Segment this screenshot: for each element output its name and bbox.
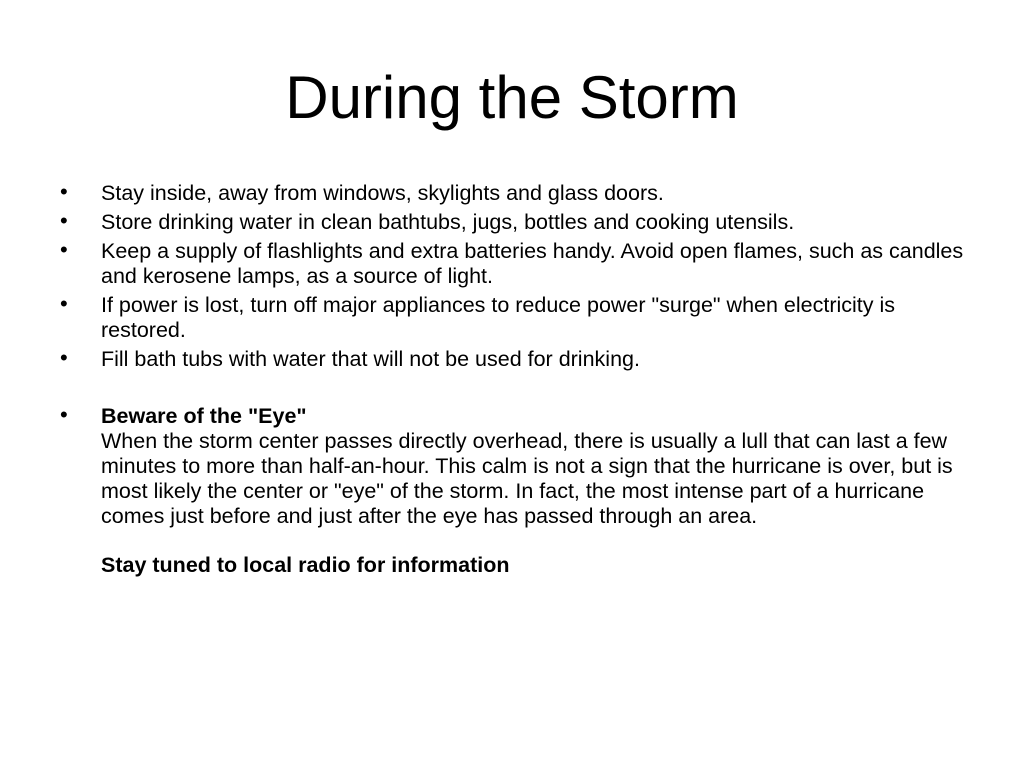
bullet-item (60, 347, 970, 372)
bullet-icon: • (60, 208, 68, 233)
bullet-icon: • (60, 402, 68, 427)
bullet-list (60, 181, 970, 582)
bullet-item (60, 293, 970, 343)
slide-title: During the Storm (285, 64, 739, 131)
eye-paragraph: When the storm center passes directly overhead, there is usually a lull that can last a few minutes to more than half-an-hour. This calm is not a sign that the hurricane is over, but is most likely the center or "eye" of the storm. In fact, the most intense part of a hurricane comes just before and just after the eye has passed through an area. (101, 429, 953, 528)
bullet-item-eye (60, 404, 970, 578)
bullet-icon: • (60, 345, 68, 370)
bullet-icon: • (60, 179, 68, 204)
bullet-item (60, 181, 970, 206)
bullet-text: Keep a supply of flashlights and extra batteries handy. Avoid open flames, such as candles and kerosene lamps, as a source of light. (101, 239, 964, 288)
bullet-item (60, 210, 970, 235)
bullet-item (60, 239, 970, 289)
bullet-text: Store drinking water in clean bathtubs, jugs, bottles and cooking utensils. (101, 210, 795, 234)
bullet-text: Fill bath tubs with water that will not be used for drinking. (101, 347, 640, 371)
bullet-icon: • (60, 291, 68, 316)
bullet-text: If power is lost, turn off major appliances to reduce power "surge" when electricity is restored. (101, 293, 896, 342)
eye-heading: Beware of the "Eye" (101, 404, 307, 428)
closing-note: Stay tuned to local radio for information (101, 553, 510, 577)
bullet-icon: • (60, 237, 68, 262)
bullet-text: Stay inside, away from windows, skylights and glass doors. (101, 181, 664, 205)
